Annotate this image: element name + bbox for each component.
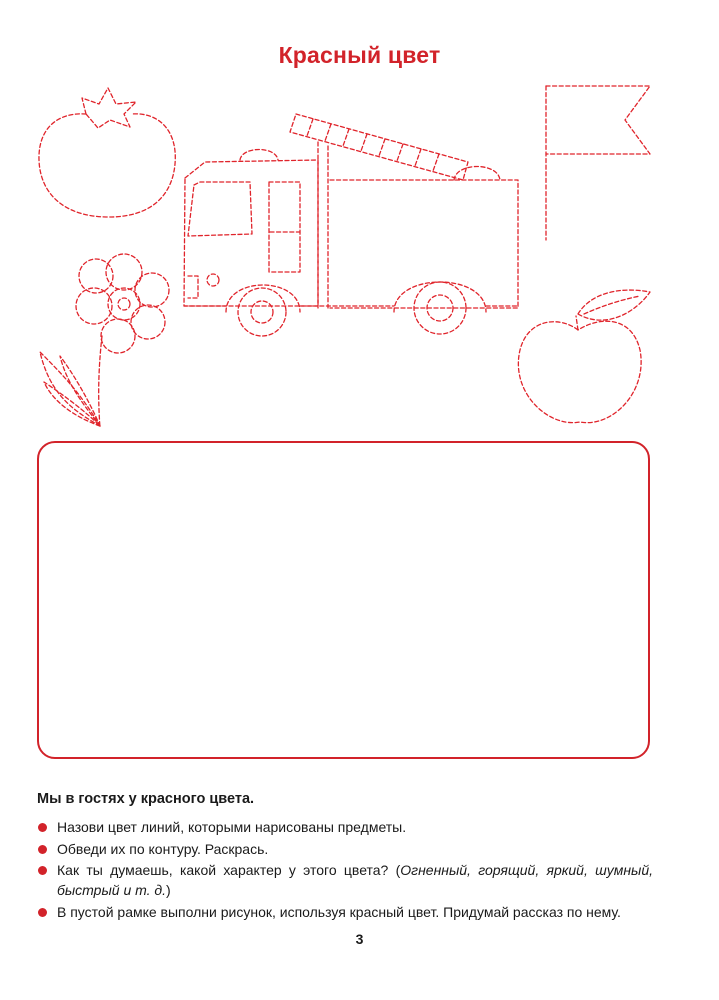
task-text-tail: ) bbox=[166, 882, 171, 898]
tracing-illustrations bbox=[0, 0, 719, 440]
list-item bbox=[37, 860, 653, 900]
list-item bbox=[37, 902, 653, 922]
flower-drawing bbox=[40, 254, 169, 428]
list-item bbox=[37, 839, 653, 859]
task-text: Как ты думаешь, какой характер у этого цвета? ( bbox=[57, 862, 401, 878]
flag-drawing bbox=[546, 86, 650, 240]
apple-drawing bbox=[518, 290, 650, 423]
tomato-drawing bbox=[39, 88, 175, 217]
instructions-list bbox=[37, 817, 653, 923]
task-text: Назови цвет линий, которыми нарисованы предметы. bbox=[57, 819, 407, 835]
fire-truck-drawing bbox=[184, 114, 518, 336]
task-examples: Огненный, горящий, яркий, шумный, быстрый и т. д. bbox=[57, 862, 653, 898]
instructions-heading: Мы в гостях у красного цвета. bbox=[37, 791, 255, 807]
task-text: Обведи их по контуру. Раскрась. bbox=[57, 840, 269, 857]
page-title: Красный цвет bbox=[278, 42, 441, 68]
page-number: 3 bbox=[355, 931, 364, 947]
list-item bbox=[37, 817, 653, 837]
task-text: В пустой рамке выполни рисунок, используя красный цвет. Придумай рассказ по нему. bbox=[57, 903, 621, 920]
drawing-frame[interactable] bbox=[37, 441, 650, 759]
